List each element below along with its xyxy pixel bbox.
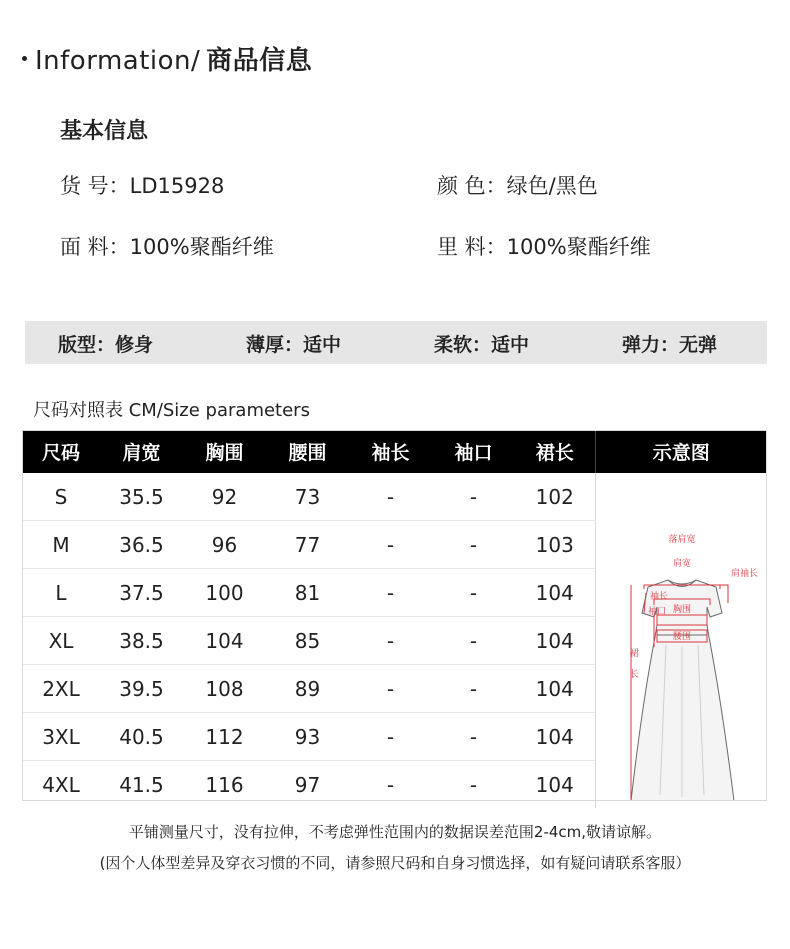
diagram-cell — [595, 473, 767, 808]
header-waist: 腰围 — [266, 430, 349, 473]
cell-size: 4XL — [42, 772, 80, 797]
cell-chest: 116 — [205, 772, 244, 797]
cell-cuff: - — [432, 521, 515, 569]
size-table — [22, 430, 767, 808]
cell-waist: 85 — [266, 617, 349, 665]
header-chest: 胸围 — [183, 430, 266, 473]
cell-skirt-length: 104 — [515, 713, 595, 761]
cell-cuff: - — [432, 617, 515, 665]
section-header — [22, 40, 312, 77]
attr-thickness: 薄厚：适中 — [246, 334, 342, 356]
diagram-label-skirt-1: 裙 — [629, 649, 639, 659]
table-row — [22, 473, 767, 521]
diagram-label-shoulder-sleeve: 肩袖长 — [730, 569, 758, 579]
attr-elasticity: 弹力：无弹 — [622, 334, 718, 356]
cell-chest: 104 — [183, 617, 266, 665]
cell-shoulder: 36.5 — [100, 521, 183, 569]
cell-cuff: - — [469, 772, 478, 797]
header-shoulder: 肩宽 — [100, 430, 183, 473]
cell-waist: 73 — [266, 473, 349, 521]
attr-fit: 版型：修身 — [58, 334, 154, 356]
basic-info-title: 基本信息 — [60, 119, 149, 144]
cell-sleeve-length: - — [349, 569, 432, 617]
cell-waist: 97 — [294, 772, 321, 797]
cell-waist: 89 — [266, 665, 349, 713]
dress-measurement-diagram — [596, 475, 768, 801]
cell-skirt-length: 104 — [515, 665, 595, 713]
cell-size: 2XL — [22, 665, 100, 713]
attributes-bar — [25, 321, 767, 364]
note-fit-advice: (因个人体型差异及穿衣习惯的不同，请参照尺码和自身习惯选择，如有疑问请联系客服） — [99, 854, 691, 872]
diagram-label-drop-shoulder: 落肩宽 — [667, 535, 696, 545]
header-diagram: 示意图 — [595, 430, 767, 473]
cell-shoulder: 35.5 — [100, 473, 183, 521]
cell-shoulder: 38.5 — [100, 617, 183, 665]
cell-size: M — [22, 521, 100, 569]
cell-skirt-length: 104 — [515, 617, 595, 665]
color-info: 颜 色：绿色/黑色 — [437, 174, 598, 198]
header-skirt-length: 裙长 — [515, 430, 595, 473]
cell-sleeve-length: - — [349, 473, 432, 521]
cell-chest: 92 — [183, 473, 266, 521]
section-header-cn: 商品信息 — [206, 46, 313, 76]
cell-cuff: - — [432, 473, 515, 521]
cell-chest: 96 — [183, 521, 266, 569]
cell-skirt-length: 104 — [515, 569, 595, 617]
cell-shoulder: 37.5 — [100, 569, 183, 617]
cell-cuff: - — [432, 569, 515, 617]
diagram-label-cuff: 袖口 — [647, 607, 666, 617]
note-measurement: 平铺测量尺寸，没有拉伸，不考虑弹性范围内的数据误差范围2-4cm,敬请谅解。 — [128, 823, 662, 841]
cell-sleeve-length: - — [349, 521, 432, 569]
size-table-header-row — [22, 430, 767, 473]
cell-skirt-length: 102 — [515, 473, 595, 521]
header-size: 尺码 — [22, 430, 100, 473]
diagram-label-sleeve-length: 袖长 — [649, 592, 668, 602]
cell-skirt-length: 103 — [515, 521, 595, 569]
cell-size: S — [22, 473, 100, 521]
header-cuff: 袖口 — [432, 430, 515, 473]
cell-size: 3XL — [22, 713, 100, 761]
cell-size: XL — [22, 617, 100, 665]
cell-shoulder: 40.5 — [100, 713, 183, 761]
cell-chest: 112 — [183, 713, 266, 761]
cell-chest: 108 — [183, 665, 266, 713]
cell-waist: 93 — [266, 713, 349, 761]
cell-sleeve-length: - — [386, 772, 395, 797]
header-sleeve-length: 袖长 — [349, 430, 432, 473]
cell-waist: 81 — [266, 569, 349, 617]
diagram-label-skirt-2: 长 — [629, 670, 639, 680]
cell-skirt-length: 104 — [535, 772, 574, 797]
cell-cuff: - — [432, 665, 515, 713]
cell-sleeve-length: - — [349, 617, 432, 665]
bullet-dot-icon — [22, 56, 27, 61]
lining-info: 里 料：100%聚酯纤维 — [437, 235, 651, 259]
diagram-label-shoulder: 肩宽 — [672, 559, 691, 569]
fabric-info: 面 料：100%聚酯纤维 — [60, 235, 274, 259]
section-header-en: Information/ — [35, 46, 201, 76]
cell-sleeve-length: - — [349, 713, 432, 761]
cell-size: L — [22, 569, 100, 617]
item-number: 货 号：LD15928 — [60, 174, 225, 198]
cell-shoulder: 39.5 — [100, 665, 183, 713]
diagram-label-chest: 胸围 — [672, 605, 691, 615]
cell-sleeve-length: - — [349, 665, 432, 713]
cell-waist: 77 — [266, 521, 349, 569]
attr-softness: 柔软：适中 — [434, 334, 530, 356]
cell-chest: 100 — [183, 569, 266, 617]
diagram-label-waist: 腰围 — [672, 632, 691, 642]
size-table-title: 尺码对照表 CM/Size parameters — [33, 400, 310, 421]
cell-shoulder: 41.5 — [119, 772, 164, 797]
cell-cuff: - — [432, 713, 515, 761]
